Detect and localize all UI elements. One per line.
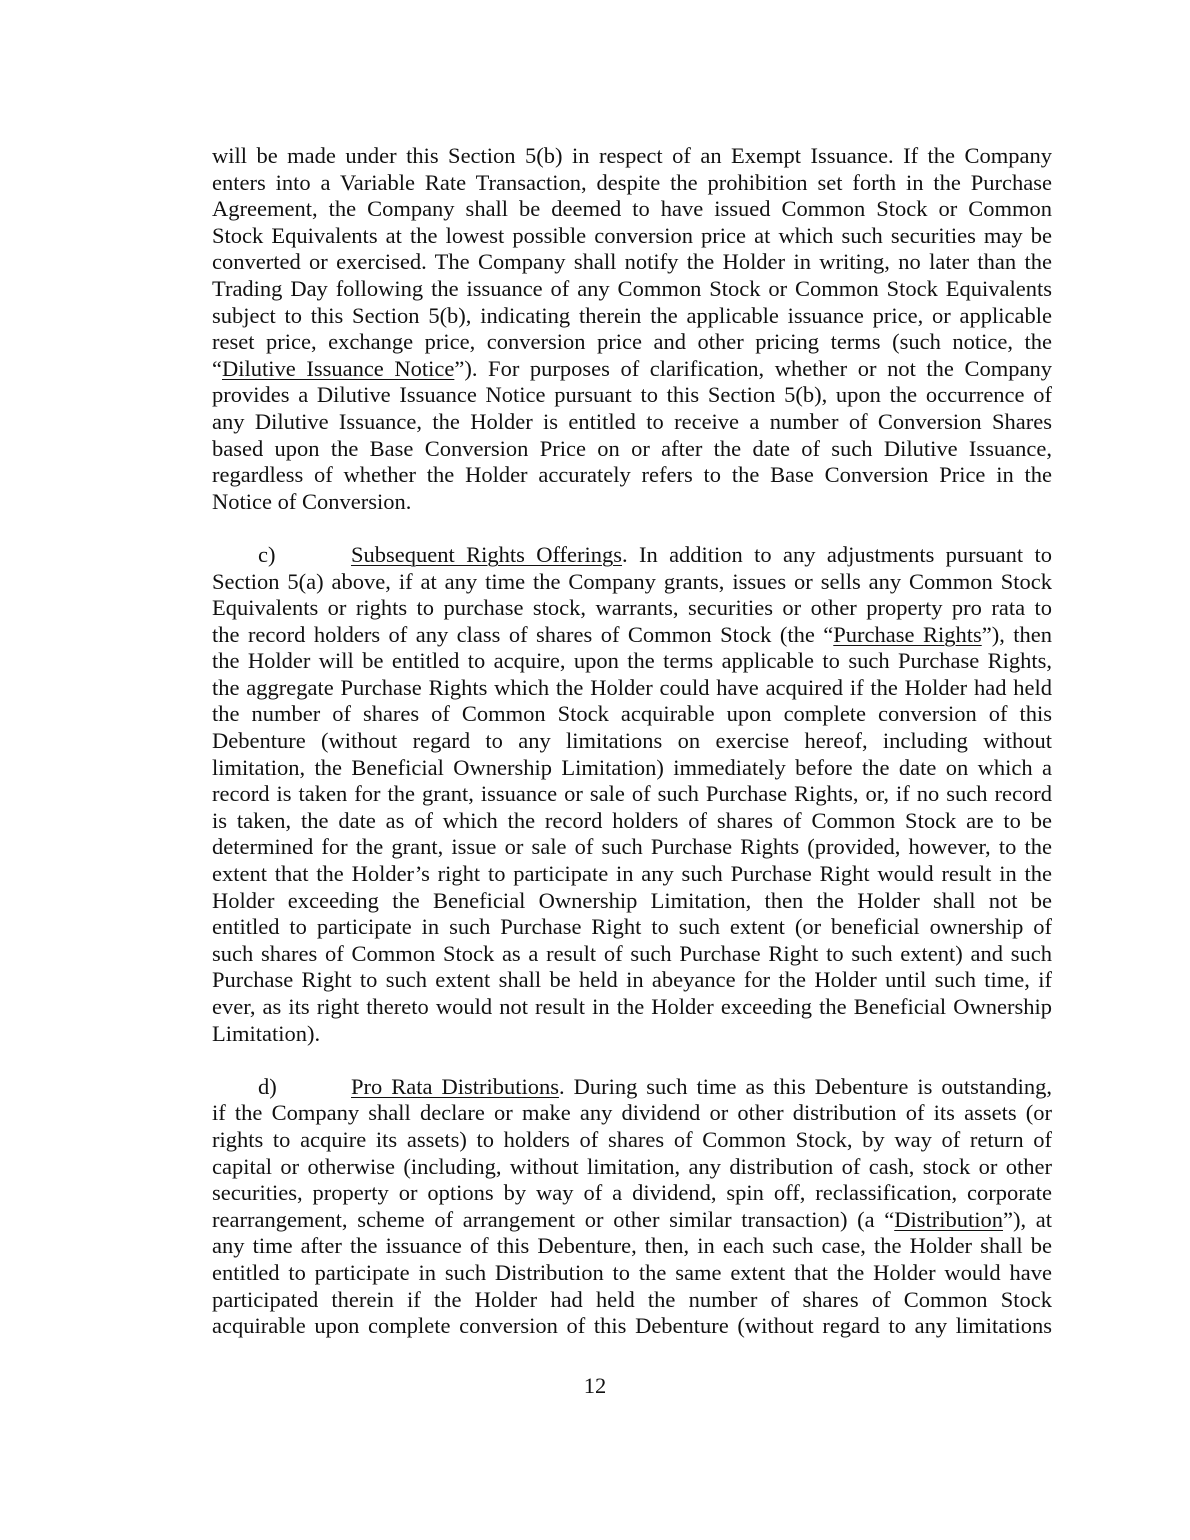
page-number: 12 <box>583 1373 607 1398</box>
text-line: participated therein if the Holder had held the number of shares of Common Stock <box>212 1286 1052 1312</box>
text-line: rights to acquire its assets) to holders of shares of Common Stock, by way of return of <box>212 1126 1052 1152</box>
text-fragment: rearrangement, scheme of arrangement or other similar transaction) (a “ <box>212 1206 895 1232</box>
text-line <box>212 622 1052 649</box>
text-line: Purchase Right to such extent shall be held in abeyance for the Holder until such time, if <box>212 967 1052 993</box>
text-line <box>212 1207 1052 1234</box>
defined-term-dilutive-issuance-notice: Dilutive Issuance Notice <box>222 355 455 381</box>
defined-term-distribution: Distribution <box>894 1206 1003 1232</box>
text-line: the number of shares of Common Stock acquirable upon complete conversion of this <box>212 701 1052 727</box>
text-line: subject to this Section 5(b), indicating therein the applicable issuance price, or applicable <box>212 302 1052 328</box>
defined-term-purchase-rights: Purchase Rights <box>833 621 982 647</box>
text-fragment: ”), then <box>981 621 1053 647</box>
section-heading: Pro Rata Distributions <box>351 1073 559 1099</box>
paragraph-gap <box>212 515 1052 542</box>
paragraph-gap <box>212 1047 1052 1074</box>
text-line: extent that the Holder’s right to participate in any such Purchase Right would result in the <box>212 861 1052 887</box>
section-c-heading-line <box>212 542 1052 569</box>
document-page <box>212 143 1052 1340</box>
text-line <box>212 356 1052 383</box>
text-line: will be made under this Section 5(b) in respect of an Exempt Issuance. If the Company <box>212 143 1052 168</box>
text-line: limitation, the Beneficial Ownership Limitation) immediately before the date on which a <box>212 754 1052 780</box>
text-line: securities, property or options by way of a dividend, spin off, reclassification, corporate <box>212 1180 1052 1206</box>
text-line: converted or exercised. The Company shall notify the Holder in writing, no later than the <box>212 249 1052 275</box>
text-line: reset price, exchange price, conversion price and other pricing terms (such notice, the <box>212 329 1052 355</box>
section-d-heading-line <box>212 1074 1052 1101</box>
section-label: c) <box>258 541 276 567</box>
text-line: capital or otherwise (including, without limitation, any distribution of cash, stock or other <box>212 1153 1052 1179</box>
text-line: the aggregate Purchase Rights which the Holder could have acquired if the Holder had held <box>212 674 1052 700</box>
text-line: based upon the Base Conversion Price on or after the date of such Dilutive Issuance, <box>212 435 1052 461</box>
section-heading: Subsequent Rights Offerings <box>351 541 623 567</box>
text-line: Trading Day following the issuance of any Common Stock or Common Stock Equivalents <box>212 275 1052 301</box>
text-fragment: ”). For purposes of clarification, whether or not the Company <box>454 355 1052 381</box>
paragraph-section-b-continuation <box>212 143 1052 515</box>
text-line: record is taken for the grant, issuance or sale of such Purchase Rights, or, if no such record <box>212 781 1052 807</box>
text-line: any Dilutive Issuance, the Holder is entitled to receive a number of Conversion Shares <box>212 408 1052 434</box>
text-line: Agreement, the Company shall be deemed to have issued Common Stock or Common <box>212 196 1052 222</box>
text-line: Holder exceeding the Beneficial Ownership Limitation, then the Holder shall not be <box>212 887 1052 913</box>
text-line: any time after the issuance of this Debenture, then, in each such case, the Holder shall be <box>212 1233 1052 1259</box>
text-fragment: . In addition to any adjustments pursuant to <box>622 541 1052 567</box>
text-line: Debenture (without regard to any limitations on exercise hereof, including without <box>212 728 1052 754</box>
text-line: Equivalents or rights to purchase stock, warrants, securities or other property pro rata to <box>212 595 1052 621</box>
text-line: entitled to participate in such Distribution to the same extent that the Holder would have <box>212 1259 1052 1285</box>
text-line: if the Company shall declare or make any dividend or other distribution of its assets (or <box>212 1100 1052 1126</box>
text-line: acquirable upon complete conversion of this Debenture (without regard to any limitations <box>212 1313 1052 1339</box>
section-label: d) <box>258 1073 277 1099</box>
text-line: such shares of Common Stock as a result of such Purchase Right to such extent) and such <box>212 940 1052 966</box>
open-quote: “ <box>212 355 222 381</box>
text-line: Stock Equivalents at the lowest possible conversion price at which such securities may be <box>212 222 1052 248</box>
text-fragment: . During such time as this Debenture is outstanding, <box>558 1073 1053 1099</box>
text-fragment: ”), at <box>1003 1206 1052 1232</box>
text-line: entitled to participate in such Purchase Right to such extent (or beneficial ownership of <box>212 914 1052 940</box>
text-line: Limitation). <box>212 1020 321 1046</box>
text-line: Section 5(a) above, if at any time the Company grants, issues or sells any Common Stock <box>212 568 1052 594</box>
section-d-pro-rata-distributions <box>212 1074 1052 1340</box>
text-fragment: the record holders of any class of shares of Common Stock (the “ <box>212 621 834 647</box>
section-c-subsequent-rights-offerings <box>212 542 1052 1047</box>
text-line: provides a Dilutive Issuance Notice pursuant to this Section 5(b), upon the occurrence of <box>212 382 1052 408</box>
text-line: the Holder will be entitled to acquire, upon the terms applicable to such Purchase Rights, <box>212 648 1052 674</box>
text-line: determined for the grant, issue or sale of such Purchase Rights (provided, however, to the <box>212 834 1052 860</box>
text-line: is taken, the date as of which the record holders of shares of Common Stock are to be <box>212 807 1052 833</box>
text-line: Notice of Conversion. <box>212 488 412 514</box>
text-line: regardless of whether the Holder accurately refers to the Base Conversion Price in the <box>212 462 1052 488</box>
text-line: ever, as its right thereto would not result in the Holder exceeding the Beneficial Ownership <box>212 994 1052 1019</box>
text-line: enters into a Variable Rate Transaction, despite the prohibition set forth in the Purchase <box>212 169 1052 195</box>
